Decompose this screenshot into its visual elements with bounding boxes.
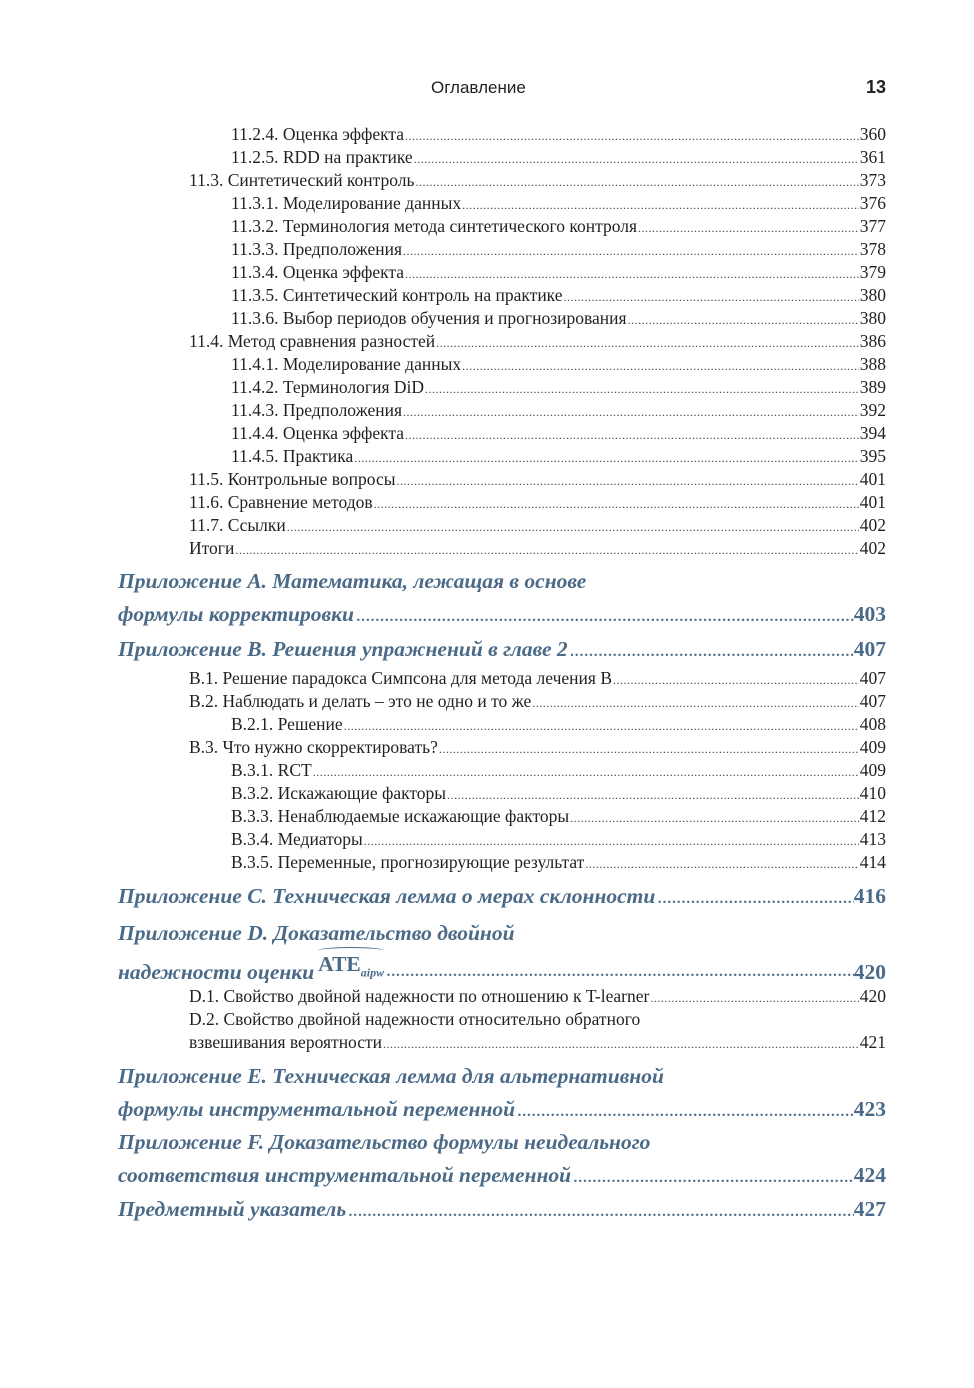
toc-entry-page: 376 <box>859 193 886 213</box>
toc-entry-page: 410 <box>859 783 886 803</box>
toc-entry-page: 420 <box>859 986 886 1006</box>
toc-entry-label: 11.4.1. Моделирование данных <box>231 354 462 374</box>
leader-dots <box>628 309 859 332</box>
appendix-b-heading[interactable] <box>118 634 886 667</box>
leader-dots <box>570 807 859 830</box>
leader-dots <box>405 424 859 447</box>
leader-dots <box>532 692 858 715</box>
toc-entry[interactable] <box>189 736 886 759</box>
toc-entry[interactable] <box>231 713 886 736</box>
leader-dots <box>638 217 859 240</box>
leader-dots <box>374 493 859 516</box>
appendix-e-page: 423 <box>853 1097 886 1121</box>
appendix-a-page: 403 <box>853 602 886 626</box>
toc-entry-page: 379 <box>859 262 886 282</box>
appendix-f-title-line2: соответствия инструментальной переменной <box>118 1163 572 1187</box>
toc-entry-label: 11.5. Контрольные вопросы <box>189 469 396 489</box>
toc-entry-label: B.2.1. Решение <box>231 714 343 734</box>
appendix-c-heading[interactable] <box>118 881 886 914</box>
toc-entry-page: 386 <box>859 331 886 351</box>
toc-entry-page: 388 <box>859 354 886 374</box>
toc-entry-label: B.3.5. Переменные, прогнозирующие результат <box>231 852 585 872</box>
toc-entry-page: 394 <box>859 423 886 443</box>
toc-entry-label: B.3. Что нужно скорректировать? <box>189 737 438 757</box>
toc-entry-page: 401 <box>859 469 886 489</box>
toc-entry-page: 421 <box>859 1032 886 1052</box>
toc-entry[interactable] <box>231 422 886 445</box>
leader-dots <box>403 240 859 263</box>
toc-entry-page: 407 <box>859 668 886 688</box>
toc-entry-label: 11.3.1. Моделирование данных <box>231 193 462 213</box>
toc-entry-page: 408 <box>859 714 886 734</box>
toc-entry-label: 11.4.3. Предположения <box>231 400 403 420</box>
toc-entry[interactable] <box>231 805 886 828</box>
toc-entry-label: B.2. Наблюдать и делать – это не одно и то же <box>189 691 532 711</box>
toc-entry-page: 392 <box>859 400 886 420</box>
toc-entry-page: 360 <box>859 124 886 144</box>
toc-entry-label: 11.7. Ссылки <box>189 515 286 535</box>
appendix-e-title-line1: Приложение E. Техническая лемма для альтернативной <box>118 1064 664 1088</box>
toc-entry-label: 11.4.4. Оценка эффекта <box>231 423 405 443</box>
appendix-a-heading[interactable] <box>118 566 886 632</box>
appendix-d-heading[interactable] <box>118 918 886 987</box>
toc-entry-label: B.3.1. RCT <box>231 760 312 780</box>
leader-dots <box>405 263 859 286</box>
leader-dots <box>416 171 859 194</box>
appendix-c-page: 416 <box>853 884 886 908</box>
subject-index-page: 427 <box>853 1197 886 1221</box>
leader-dots <box>287 516 859 539</box>
toc-entry[interactable] <box>189 985 886 1008</box>
toc-entry-page: 413 <box>859 829 886 849</box>
toc-entry[interactable] <box>231 353 886 376</box>
leader-dots <box>313 761 859 784</box>
toc-entry-label: 11.3.6. Выбор периодов обучения и прогнозирования <box>231 308 627 328</box>
toc-entry-label: B.1. Решение парадокса Симпсона для метода лечения B <box>189 668 612 688</box>
leader-dots <box>425 378 859 401</box>
page-number: 13 <box>865 77 886 97</box>
toc-entry[interactable] <box>231 261 886 284</box>
appendix-b-page: 407 <box>853 637 886 661</box>
leader-dots <box>405 125 859 148</box>
toc-entry[interactable] <box>189 537 886 560</box>
toc-entry-page: 389 <box>859 377 886 397</box>
leader-dots <box>387 957 854 987</box>
leader-dots <box>344 715 859 738</box>
toc-entry-label: B.3.4. Медиаторы <box>231 829 363 849</box>
toc-entry[interactable] <box>231 399 886 422</box>
leader-dots <box>414 148 859 171</box>
toc-entry[interactable] <box>189 667 886 690</box>
toc-entry-label: 11.3.5. Синтетический контроль на практике <box>231 285 563 305</box>
toc-entry-label: B.3.2. Искажающие факторы <box>231 783 447 803</box>
leader-dots <box>439 738 859 761</box>
appendix-e-title-line2: формулы инструментальной переменной <box>118 1097 516 1121</box>
toc-entry-page: 380 <box>859 308 886 328</box>
toc-entry-label: взвешивания вероятности <box>189 1032 383 1052</box>
leader-dots <box>650 987 858 1010</box>
toc-entry-label: D.1. Свойство двойной надежности по отношению к T-learner <box>189 986 650 1006</box>
subject-index-title: Предметный указатель <box>118 1197 347 1221</box>
toc-entry[interactable] <box>231 192 886 215</box>
toc-entry[interactable] <box>189 514 886 537</box>
toc-entry[interactable] <box>189 330 886 353</box>
toc-entry-label: 11.4.5. Практика <box>231 446 354 466</box>
toc-entry-label: 11.3.2. Терминология метода синтетического контроля <box>231 216 638 236</box>
leader-dots <box>613 669 859 692</box>
toc-entry-page: 395 <box>859 446 886 466</box>
toc-entry[interactable] <box>231 376 886 399</box>
toc-entry[interactable] <box>231 146 886 169</box>
leader-dots <box>436 332 859 355</box>
toc-entry[interactable] <box>231 782 886 805</box>
toc-entry[interactable] <box>189 468 886 491</box>
toc-entry[interactable] <box>231 284 886 307</box>
appendix-d-page: 420 <box>853 960 886 984</box>
toc-entry[interactable] <box>231 828 886 851</box>
toc-entry-label: D.2. Свойство двойной надежности относительно обратного <box>189 1009 641 1029</box>
toc-entry-page: 378 <box>859 239 886 259</box>
toc-entry-page: 361 <box>859 147 886 167</box>
appendix-d-title-line1: Приложение D. Доказательство двойной <box>118 921 515 945</box>
toc-entry-page: 377 <box>859 216 886 236</box>
toc-entry-line1[interactable] <box>189 1008 886 1031</box>
appendix-f-page: 424 <box>853 1163 886 1187</box>
appendix-d-title-line2: надежности оценки <box>118 960 315 984</box>
toc-entry-page: 373 <box>859 170 886 190</box>
toc-entry-label: 11.6. Сравнение методов <box>189 492 373 512</box>
leader-dots <box>462 194 859 217</box>
leader-dots <box>364 830 859 853</box>
leader-dots <box>383 1033 859 1056</box>
leader-dots <box>585 853 858 876</box>
toc-entry-page: 412 <box>859 806 886 826</box>
toc-entry-label: Итоги <box>189 538 235 558</box>
toc-entry[interactable] <box>231 307 886 330</box>
leader-dots <box>564 286 859 309</box>
toc-entry[interactable] <box>231 215 886 238</box>
toc-entry-page: 402 <box>859 538 886 558</box>
leader-dots <box>396 470 858 493</box>
leader-dots <box>447 784 859 807</box>
toc-entry-page: 407 <box>859 691 886 711</box>
toc-entry[interactable] <box>231 851 886 874</box>
leader-dots <box>571 637 854 667</box>
toc-entry-page: 402 <box>859 515 886 535</box>
toc-entry[interactable] <box>231 238 886 261</box>
running-header <box>0 78 974 102</box>
toc-entry-label: 11.2.4. Оценка эффекта <box>231 124 405 144</box>
leader-dots <box>354 447 858 470</box>
leader-dots <box>235 539 858 562</box>
toc-entry-label: 11.4. Метод сравнения разностей <box>189 331 436 351</box>
appendix-c-title: Приложение C. Техническая лемма о мерах склонности <box>118 884 656 908</box>
subject-index-heading[interactable] <box>118 1194 886 1227</box>
toc-entry-page: 414 <box>859 852 886 872</box>
running-header-title: Оглавление <box>431 78 526 97</box>
hat-accent <box>318 947 384 954</box>
toc-entry[interactable] <box>189 690 886 713</box>
toc-entry[interactable] <box>189 169 886 192</box>
toc-entry-page: 401 <box>859 492 886 512</box>
leader-dots <box>462 355 859 378</box>
toc-entry[interactable] <box>231 445 886 468</box>
toc-entry[interactable] <box>189 491 886 514</box>
toc-entry-label: 11.3.4. Оценка эффекта <box>231 262 405 282</box>
appendix-b-title: Приложение B. Решения упражнений в главе 2 <box>118 637 568 661</box>
toc-entry-label: 11.2.5. RDD на практике <box>231 147 413 167</box>
leader-dots <box>403 401 859 424</box>
appendix-e-heading[interactable] <box>118 1061 886 1127</box>
toc-entry[interactable] <box>231 123 886 146</box>
appendix-a-title-line2: формулы корректировки <box>118 602 354 626</box>
toc-entry[interactable] <box>231 759 886 782</box>
toc-entry-page: 409 <box>859 760 886 780</box>
leader-dots <box>574 1163 854 1193</box>
toc-entry-label: 11.3. Синтетический контроль <box>189 170 415 190</box>
leader-dots <box>518 1097 854 1127</box>
leader-dots <box>349 1197 854 1227</box>
toc-entry-page: 380 <box>859 285 886 305</box>
appendix-f-title-line1: Приложение F. Доказательство формулы неидеального <box>118 1130 651 1154</box>
toc-entry-page: 409 <box>859 737 886 757</box>
appendix-f-heading[interactable] <box>118 1127 886 1193</box>
leader-dots <box>658 884 853 914</box>
toc-entry-label: B.3.3. Ненаблюдаемые искажающие факторы <box>231 806 570 826</box>
appendix-a-title-line1: Приложение A. Математика, лежащая в основе <box>118 569 587 593</box>
toc-entry[interactable] <box>189 1031 886 1054</box>
toc-entry-label: 11.3.3. Предположения <box>231 239 403 259</box>
ate-aipw-formula: $ATE_{aipw}$ <box>318 949 384 987</box>
leader-dots <box>357 602 854 632</box>
toc-entry-label: 11.4.2. Терминология DiD <box>231 377 425 397</box>
